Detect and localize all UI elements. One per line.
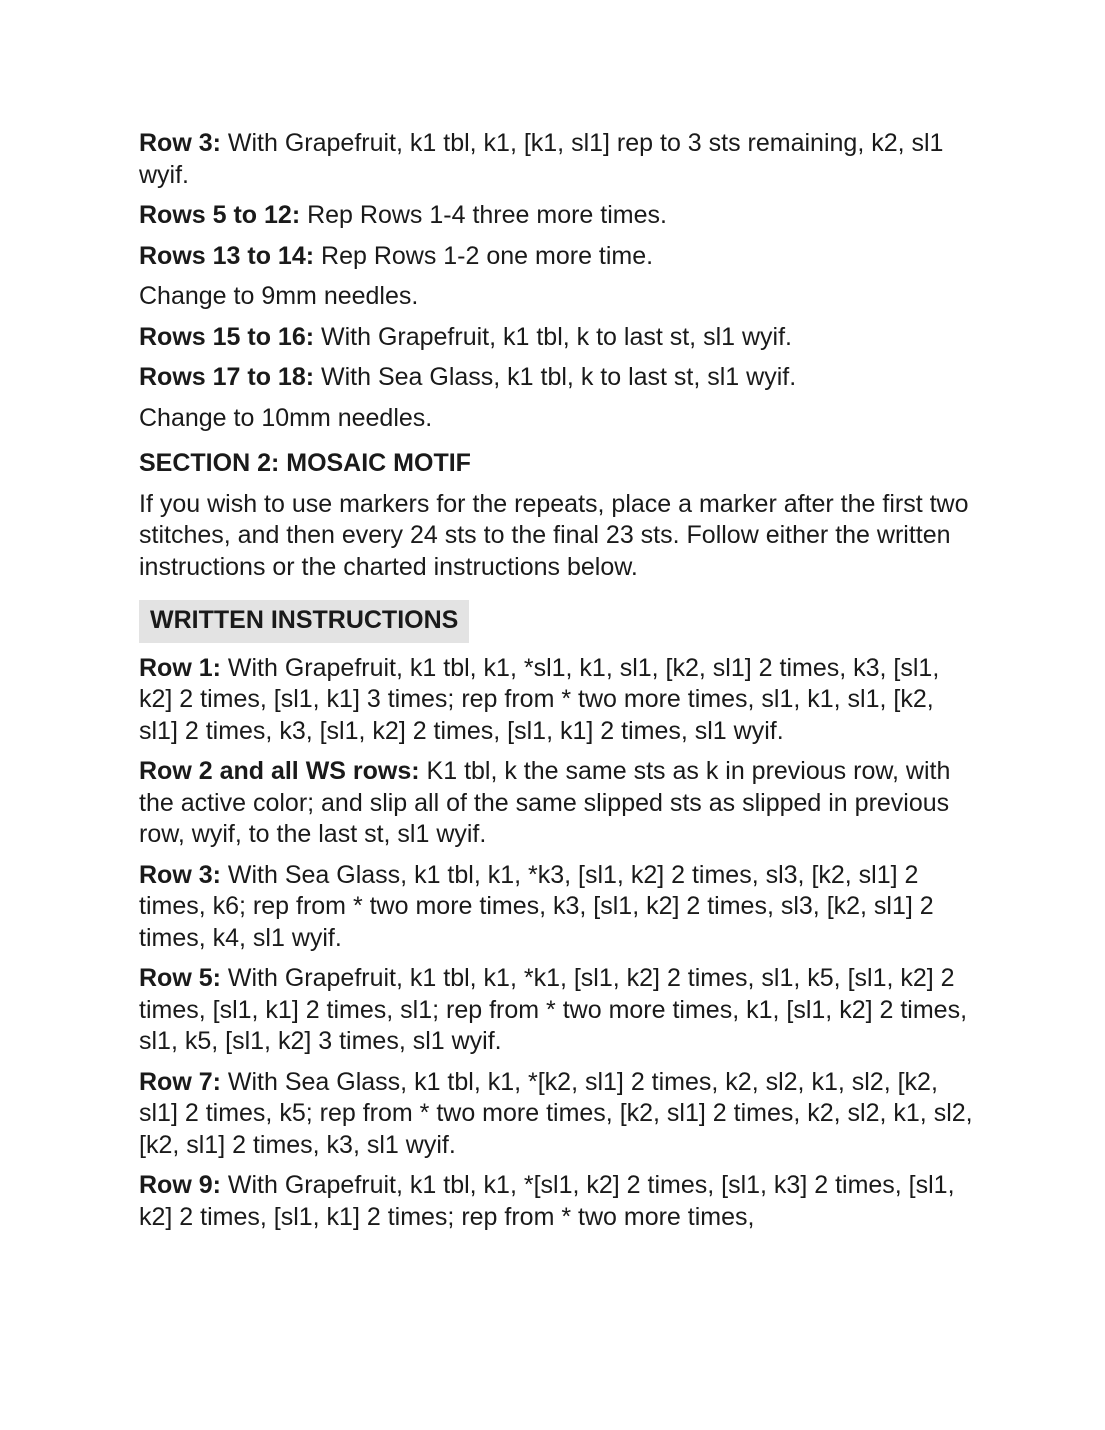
row-text: With Grapefruit, k1 tbl, k1, *[sl1, k2] 2 times, [sl1, k3] 2 times, [sl1, k2] 2 times, [sl1, k1] 2 times; rep from * two more times,: [139, 1171, 955, 1231]
written-row-2-ws: [139, 756, 974, 851]
rows-13-14-instruction: [139, 241, 974, 273]
row-text: With Grapefruit, k1 tbl, k1, *k1, [sl1, k2] 2 times, sl1, k5, [sl1, k2] 2 times, [sl1, k1] 2 times, sl1; rep from * two more times, k1, [sl1, k2] 2 times, sl1, k5, [sl1, k2] 3 times, sl1 wyif.: [139, 964, 968, 1055]
row-text: With Sea Glass, k1 tbl, k1, *[k2, sl1] 2 times, k2, sl2, k1, sl2, [k2, sl1] 2 times, k5; rep from * two more times, [k2, sl1] 2 times, k2, sl2, k1, sl2, [k2, sl1] 2 times, k3, sl1 wyif.: [139, 1067, 973, 1159]
change-needles-10mm: Change to 10mm needles.: [139, 403, 433, 432]
row-label: Row 2 and all WS rows:: [139, 757, 420, 785]
rows-17-18-instruction: [139, 362, 974, 394]
row-text: Rep Rows 1-4 three more times.: [300, 201, 667, 229]
section-2-heading: SECTION 2: MOSAIC MOTIF: [139, 449, 471, 477]
row-text: With Grapefruit, k1 tbl, k1, *sl1, k1, sl1, [k2, sl1] 2 times, k3, [sl1, k2] 2 times, [sl1, k1] 3 times; rep from * two more times, sl1, k1, sl1, [k2, sl1] 2 times, k3, [sl1, k2] 2 times, [sl1, k1] 2 times, sl1 wyif.: [139, 653, 940, 745]
row-label: Row 9:: [139, 1171, 221, 1199]
written-row-9: [139, 1170, 974, 1233]
section-2-intro: If you wish to use markers for the repeats, place a marker after the first two stitches, and then every 24 sts to the final 23 sts. Follow either the written instructions or the charted instructions below.: [139, 489, 969, 581]
written-row-1: [139, 653, 974, 748]
row-3-instruction: [139, 128, 974, 191]
row-text: Rep Rows 1-2 one more time.: [314, 241, 654, 270]
row-label: Row 3:: [139, 129, 221, 157]
change-needles-9mm: Change to 9mm needles.: [139, 282, 419, 310]
row-label: Rows 15 to 16:: [139, 322, 315, 351]
written-row-3: [139, 860, 974, 955]
rows-15-16-instruction: [139, 322, 974, 354]
row-label: Row 5:: [139, 964, 221, 992]
row-label: Row 1:: [139, 653, 221, 682]
row-text: K1 tbl, k the same sts as k in previous row, with the active color; and slip all of the same slipped sts as slipped in previous row, wyif, to the last st, sl1 wyif.: [139, 757, 951, 848]
written-row-7: [139, 1067, 974, 1162]
row-text: With Sea Glass, k1 tbl, k1, *k3, [sl1, k2] 2 times, sl3, [k2, sl1] 2 times, k6; rep from * two more times, k3, [sl1, k2] 2 times, sl3, [k2, sl1] 2 times, k4, sl1 wyif.: [139, 860, 934, 952]
written-instructions-heading: WRITTEN INSTRUCTIONS: [139, 600, 469, 643]
rows-5-12-instruction: [139, 200, 974, 232]
row-label: Row 7:: [139, 1067, 221, 1096]
row-label: Rows 13 to 14:: [139, 241, 315, 270]
row-label: Row 3:: [139, 860, 221, 889]
pattern-page: [139, 128, 974, 1242]
row-text: With Grapefruit, k1 tbl, k1, [k1, sl1] rep to 3 sts remaining, k2, sl1 wyif.: [139, 129, 944, 189]
written-row-5: [139, 963, 974, 1058]
row-text: With Grapefruit, k1 tbl, k to last st, sl1 wyif.: [314, 322, 792, 351]
row-label: Rows 17 to 18:: [139, 363, 315, 391]
row-text: With Sea Glass, k1 tbl, k to last st, sl1 wyif.: [314, 363, 797, 391]
row-label: Rows 5 to 12:: [139, 201, 301, 229]
